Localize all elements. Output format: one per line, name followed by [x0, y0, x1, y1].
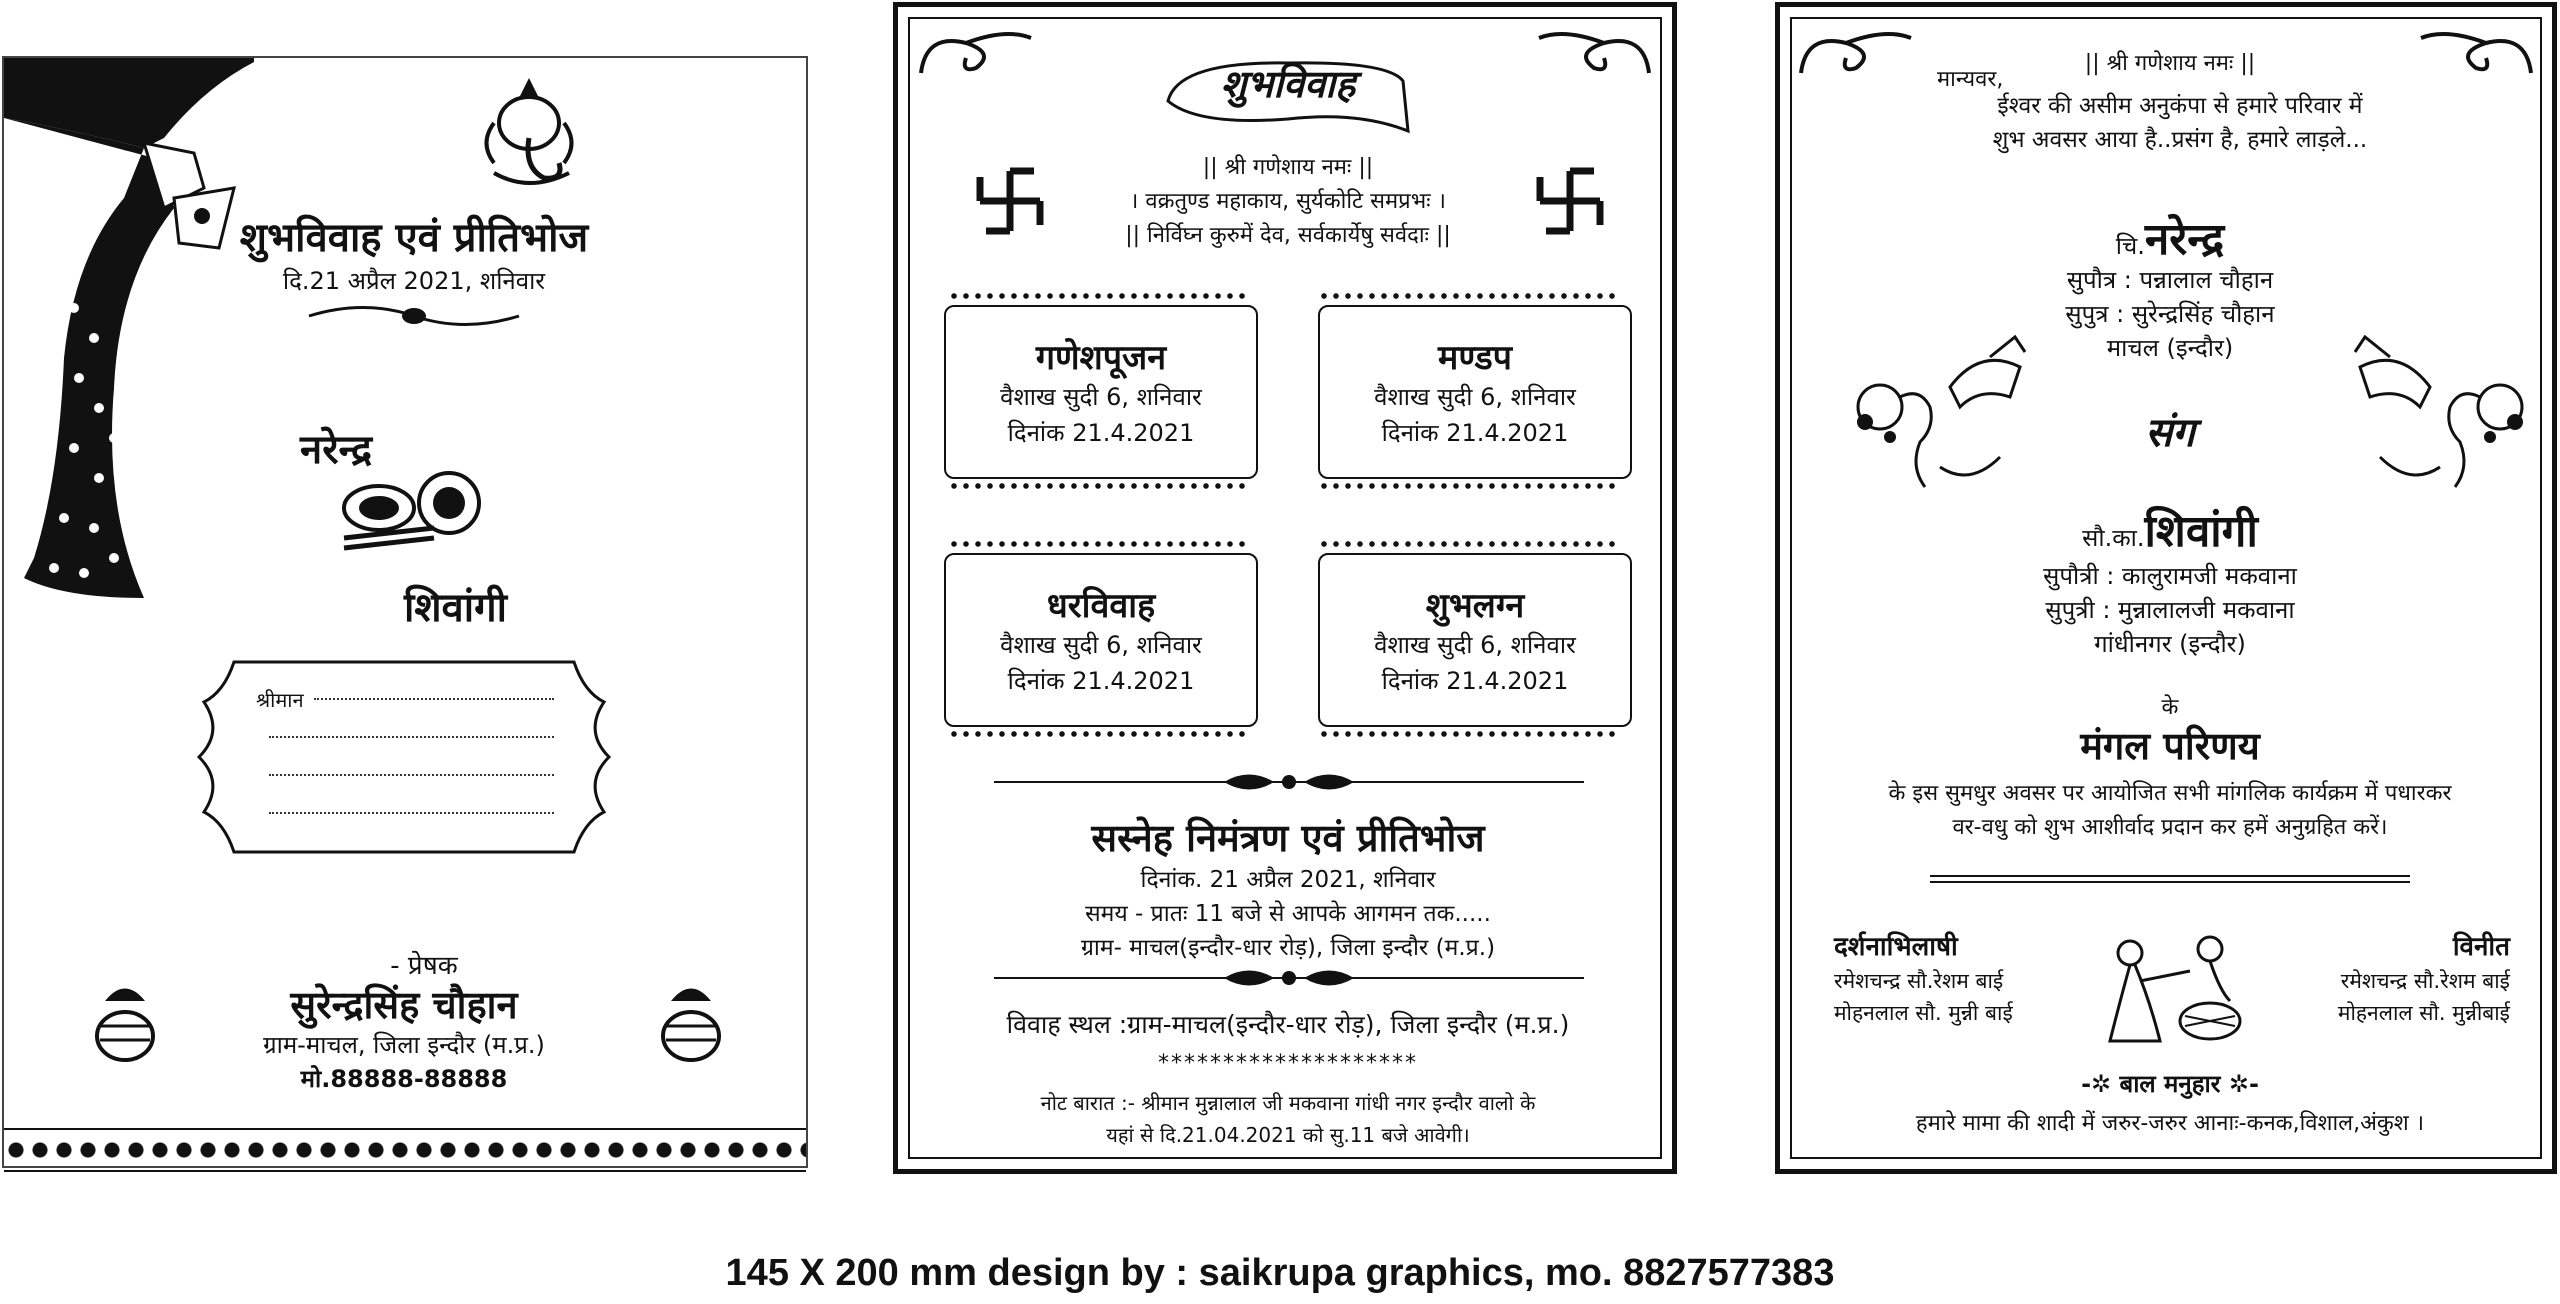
flourish-divider-icon: [304, 294, 524, 338]
blessing-text: [1810, 777, 2530, 845]
dot-border: [948, 293, 1248, 299]
ceremony-date: दिनांक 21.4.2021: [1007, 419, 1195, 447]
cover-groom-name: नरेन्द्र: [300, 426, 373, 473]
bal-manuhar-title: -✲ बाल मनुहार ✲-: [2081, 1070, 2259, 1098]
bride-with-hand-icon: [1840, 327, 2040, 507]
musicians-icon: [2090, 931, 2250, 1051]
groom-prefix: चि.: [2115, 232, 2145, 260]
cover-title: शुभविवाह एवं प्रीतिभोज: [239, 214, 589, 261]
mantra-line: || श्री गणेशाय नमः ||: [1202, 155, 1374, 180]
ceremony-box-shubhlagna: [1318, 553, 1632, 727]
swastik-icon: [1532, 163, 1608, 239]
dot-border: [1318, 483, 1618, 489]
sender-name: सुरेन्द्रसिंह चौहान: [290, 982, 518, 1027]
host-line: रमेशचन्द्र सौ.रेशम बाई: [1834, 969, 2004, 993]
salutation: मान्यवर,: [1937, 67, 2004, 92]
host-title: दर्शनाभिलाषी: [1834, 932, 1958, 962]
dot-border: [1318, 731, 1618, 737]
ceremony-panel: [893, 2, 1677, 1174]
ceremony-box-mandap: [1318, 305, 1632, 479]
bride-name: शिवांगी: [2144, 506, 2258, 557]
address-line: [269, 812, 554, 814]
ceremony-date: वैशाख सुदी 6, शनिवार: [1000, 631, 1202, 659]
ceremony-box-ganeshpujan: [944, 305, 1258, 479]
ornament-divider-icon: [994, 963, 1584, 993]
sang-text: संग: [2145, 409, 2195, 456]
bride-line: सुपौत्री : कालुरामजी मकवाना: [2043, 562, 2297, 590]
floral-border-strip: [4, 1128, 806, 1172]
ceremony-date: दिनांक 21.4.2021: [1381, 667, 1569, 695]
intro-text: [1900, 89, 2460, 157]
stars-divider: ********************: [1158, 1051, 1418, 1076]
address-label: श्रीमान: [256, 688, 304, 712]
ceremony-title: गणेशपूजन: [1035, 338, 1167, 378]
sender-label: - प्रेषक: [390, 951, 458, 981]
mantra-line: । वक्रतुण्ड महाकाय, सुर्यकोटि समप्रभः ।: [1130, 189, 1446, 214]
cover-date: दि.21 अप्रैल 2021, शनिवार: [282, 267, 546, 295]
groom-line: सुपुत्र : सुरेन्द्रसिंह चौहान: [2065, 300, 2275, 328]
invitation-panel: [1775, 2, 2557, 1174]
bride-prefix: सौ.का.: [2082, 524, 2145, 552]
ceremony-title: शुभलग्न: [1425, 586, 1525, 626]
ceremony-title: धरविवाह: [1046, 586, 1156, 626]
corner-swirl-icon: [1534, 23, 1654, 83]
vineet-title: विनीत: [2452, 932, 2510, 962]
groom-with-hand-icon: [2340, 327, 2540, 507]
dot-border: [1318, 541, 1618, 547]
corner-swirl-icon: [2416, 23, 2536, 83]
ceremony-date: दिनांक 21.4.2021: [1381, 419, 1569, 447]
footer-credit: 145 X 200 mm design by : saikrupa graphics, mo. 8827577383: [725, 1252, 1835, 1294]
ke-text: के: [2161, 695, 2179, 720]
bride-heading: [1980, 499, 2360, 559]
note-line: नोट बारात :- श्रीमान मुन्नालाल जी मकवाना गांधी नगर इन्दौर वालो के: [1040, 1091, 1536, 1115]
intro-line: ईश्वर की असीम अनुकंपा से हमारे परिवार में: [1997, 93, 2363, 119]
ceremony-box-dharvivah: [944, 553, 1258, 727]
host-line: मोहनलाल सौ. मुन्नी बाई: [1834, 1001, 2013, 1025]
kalash-icon: [90, 976, 160, 1066]
bride-line: गांधीनगर (इन्दौर): [2094, 630, 2246, 658]
banner-text: शुभविवाह: [1220, 61, 1356, 106]
corner-swirl-icon: [916, 23, 1036, 83]
blessing-line: वर-वधु को शुभ आशीर्वाद प्रदान कर हमें अनुग्रहित करें।: [1952, 815, 2388, 840]
vineet-names: [2250, 965, 2510, 1029]
invite-time: समय - प्रातः 11 बजे से आपके आगमन तक.....: [1085, 901, 1491, 927]
sender-phone: मो.88888-88888: [300, 1065, 508, 1093]
curtain-drape-graphic: [4, 58, 264, 618]
invite-details: [938, 863, 1638, 965]
mantra-block: [1048, 151, 1528, 253]
blessing-line: के इस सुमधुर अवसर पर आयोजित सभी मांगलिक कार्यक्रम में पधारकर: [1888, 781, 2452, 806]
divider-line: [1930, 875, 2410, 877]
kalash-icon: [656, 976, 726, 1066]
address-frame: [184, 652, 624, 862]
venue-text: विवाह स्थल :ग्राम-माचल(इन्दौर-धार रोड़), जिला इन्दौर (म.प्र.): [1006, 1010, 1570, 1039]
address-line: [269, 774, 554, 776]
ornament-divider-icon: [994, 767, 1584, 797]
vineet-line: मोहनलाल सौ. मुन्नीबाई: [2337, 1001, 2510, 1025]
groom-line: माचल (इन्दौर): [2106, 334, 2234, 362]
ceremony-date: वैशाख सुदी 6, शनिवार: [1374, 631, 1576, 659]
address-line: [269, 736, 554, 738]
bal-manuhar-text: हमारे मामा की शादी में जरुर-जरुर आनाः-कनक,विशाल,अंकुश ।: [1915, 1111, 2425, 1136]
dot-border: [948, 483, 1248, 489]
vineet-line: रमेशचन्द्र सौ.रेशम बाई: [2340, 969, 2510, 993]
ceremony-date: वैशाख सुदी 6, शनिवार: [1374, 383, 1576, 411]
invite-place: ग्राम- माचल(इन्दौर-धार रोड़), जिला इन्दौर (म.प्र.): [1080, 935, 1496, 961]
intro-line: शुभ अवसर आया है..प्रसंग है, हमारे लाड़ले...: [1992, 127, 2368, 153]
barat-note: [928, 1087, 1648, 1151]
mangal-parinay: मंगल परिणय: [2080, 724, 2260, 768]
sender-address: ग्राम-माचल, जिला इन्दौर (म.प्र.): [263, 1031, 545, 1059]
divider-line: [1930, 881, 2410, 883]
ceremony-title: मण्डप: [1438, 338, 1512, 378]
invite-date: दिनांक. 21 अप्रैल 2021, शनिवार: [1140, 867, 1436, 893]
bride-line: सुपुत्री : मुन्नालालजी मकवाना: [2045, 596, 2295, 624]
note-line: यहां से दि.21.04.2021 को सु.11 बजे आवेगी।: [1106, 1123, 1470, 1147]
dot-border: [1318, 293, 1618, 299]
groom-line: सुपौत्र : पन्नालाल चौहान: [2066, 266, 2274, 294]
ceremony-date: दिनांक 21.4.2021: [1007, 667, 1195, 695]
ganesha-icon: [474, 68, 584, 198]
groom-heading: [1980, 207, 2360, 267]
dhol-drum-icon: [334, 458, 494, 568]
groom-name: नरेन्द्र: [2144, 214, 2225, 265]
ceremony-date: वैशाख सुदी 6, शनिवार: [1000, 383, 1202, 411]
bride-details: [1960, 559, 2380, 661]
address-line: [314, 698, 554, 700]
dot-border: [948, 731, 1248, 737]
mantra-line: || निर्विघ्न कुरुमें देव, सर्वकार्येषु सर्वदाः ||: [1125, 223, 1451, 248]
invocation: || श्री गणेशाय नमः ||: [2084, 51, 2256, 76]
cover-panel: [2, 56, 808, 1168]
host-names: [1834, 965, 2013, 1029]
corner-swirl-icon: [1796, 23, 1916, 83]
dot-border: [948, 541, 1248, 547]
invite-title: सस्नेह निमंत्रण एवं प्रीतिभोज: [1091, 815, 1485, 860]
swastik-icon: [972, 163, 1048, 239]
cover-bride-name: शिवांगी: [404, 584, 508, 631]
